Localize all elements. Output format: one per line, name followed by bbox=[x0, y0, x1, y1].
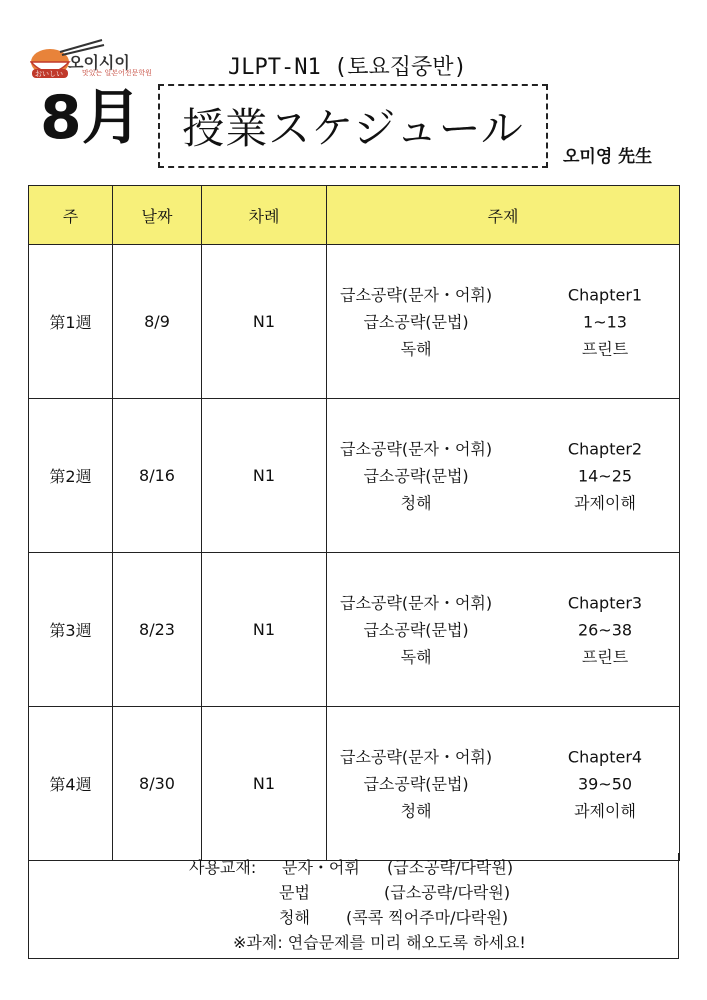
topic-ref: Chapter2 bbox=[567, 439, 643, 458]
material-subject: 문자・어휘 bbox=[282, 858, 360, 877]
topic-ref: 26~38 bbox=[577, 620, 633, 639]
material-subject: 문법 bbox=[279, 883, 310, 902]
course-title: JLPT-N1 (토요집중반) bbox=[228, 55, 467, 80]
topic-line: 급소공략(문자・어휘) bbox=[340, 439, 493, 458]
table-row bbox=[29, 707, 680, 861]
homework-note: ※과제: 연습문제를 미리 해오도록 하세요! bbox=[233, 933, 526, 952]
week-cell: 第1週 bbox=[29, 245, 113, 399]
date-cell: 8/23 bbox=[113, 553, 202, 707]
level-cell: N1 bbox=[202, 553, 327, 707]
topic-line: 급소공략(문법) bbox=[363, 774, 469, 793]
schedule-title: 授業スケジュール bbox=[182, 104, 524, 153]
topic-cell bbox=[327, 707, 680, 861]
topic-ref: Chapter3 bbox=[567, 593, 643, 612]
schedule-title-box bbox=[158, 84, 548, 168]
topic-ref: 프린트 bbox=[581, 339, 629, 358]
topic-line: 청해 bbox=[400, 801, 432, 820]
table-row bbox=[29, 553, 680, 707]
column-header-week: 주 bbox=[29, 186, 113, 245]
topic-ref: Chapter1 bbox=[567, 285, 643, 304]
material-book: (콕콕 찍어주마/다락원) bbox=[346, 908, 509, 927]
materials-footer bbox=[28, 853, 679, 959]
topic-cell bbox=[327, 553, 680, 707]
table-row bbox=[29, 399, 680, 553]
column-header-order: 차례 bbox=[202, 186, 327, 245]
week-cell: 第4週 bbox=[29, 707, 113, 861]
table-row bbox=[29, 245, 680, 399]
schedule-table bbox=[28, 185, 680, 861]
topic-line: 급소공략(문자・어휘) bbox=[340, 747, 493, 766]
column-header-date: 날짜 bbox=[113, 186, 202, 245]
week-cell: 第2週 bbox=[29, 399, 113, 553]
topic-ref: 39~50 bbox=[577, 774, 633, 793]
material-book: (급소공략/다락원) bbox=[384, 883, 511, 902]
date-cell: 8/16 bbox=[113, 399, 202, 553]
topic-line: 독해 bbox=[400, 647, 432, 666]
level-cell: N1 bbox=[202, 245, 327, 399]
level-cell: N1 bbox=[202, 399, 327, 553]
topic-line: 급소공략(문법) bbox=[363, 312, 469, 331]
topic-cell bbox=[327, 245, 680, 399]
topic-line: 급소공략(문자・어휘) bbox=[340, 593, 493, 612]
logo-badge: おいしい bbox=[35, 70, 63, 78]
material-book: (급소공략/다락원) bbox=[387, 858, 514, 877]
level-cell: N1 bbox=[202, 707, 327, 861]
topic-line: 청해 bbox=[400, 493, 432, 512]
topic-ref: 과제이해 bbox=[574, 493, 636, 512]
topic-ref: 1~13 bbox=[583, 312, 627, 331]
date-cell: 8/30 bbox=[113, 707, 202, 861]
topic-ref: 과제이해 bbox=[574, 801, 636, 820]
topic-ref: 프린트 bbox=[581, 647, 629, 666]
topic-line: 급소공략(문자・어휘) bbox=[340, 285, 493, 304]
materials-label: 사용교재: bbox=[189, 858, 257, 877]
column-header-topic: 주제 bbox=[327, 186, 680, 245]
table-header-row bbox=[29, 186, 680, 245]
date-cell: 8/9 bbox=[113, 245, 202, 399]
logo-subtitle: 맛있는 일본어전문학원 bbox=[82, 69, 152, 77]
topic-line: 독해 bbox=[400, 339, 432, 358]
topic-line: 급소공략(문법) bbox=[363, 466, 469, 485]
topic-ref: 14~25 bbox=[577, 466, 633, 485]
month-label: 8月 bbox=[40, 83, 142, 153]
topic-cell bbox=[327, 399, 680, 553]
teacher-name: 오미영 先生 bbox=[563, 147, 653, 167]
material-subject: 청해 bbox=[279, 908, 310, 927]
week-cell: 第3週 bbox=[29, 553, 113, 707]
topic-line: 급소공략(문법) bbox=[363, 620, 469, 639]
logo-text: 오이시이 bbox=[68, 53, 130, 72]
topic-ref: Chapter4 bbox=[567, 747, 643, 766]
